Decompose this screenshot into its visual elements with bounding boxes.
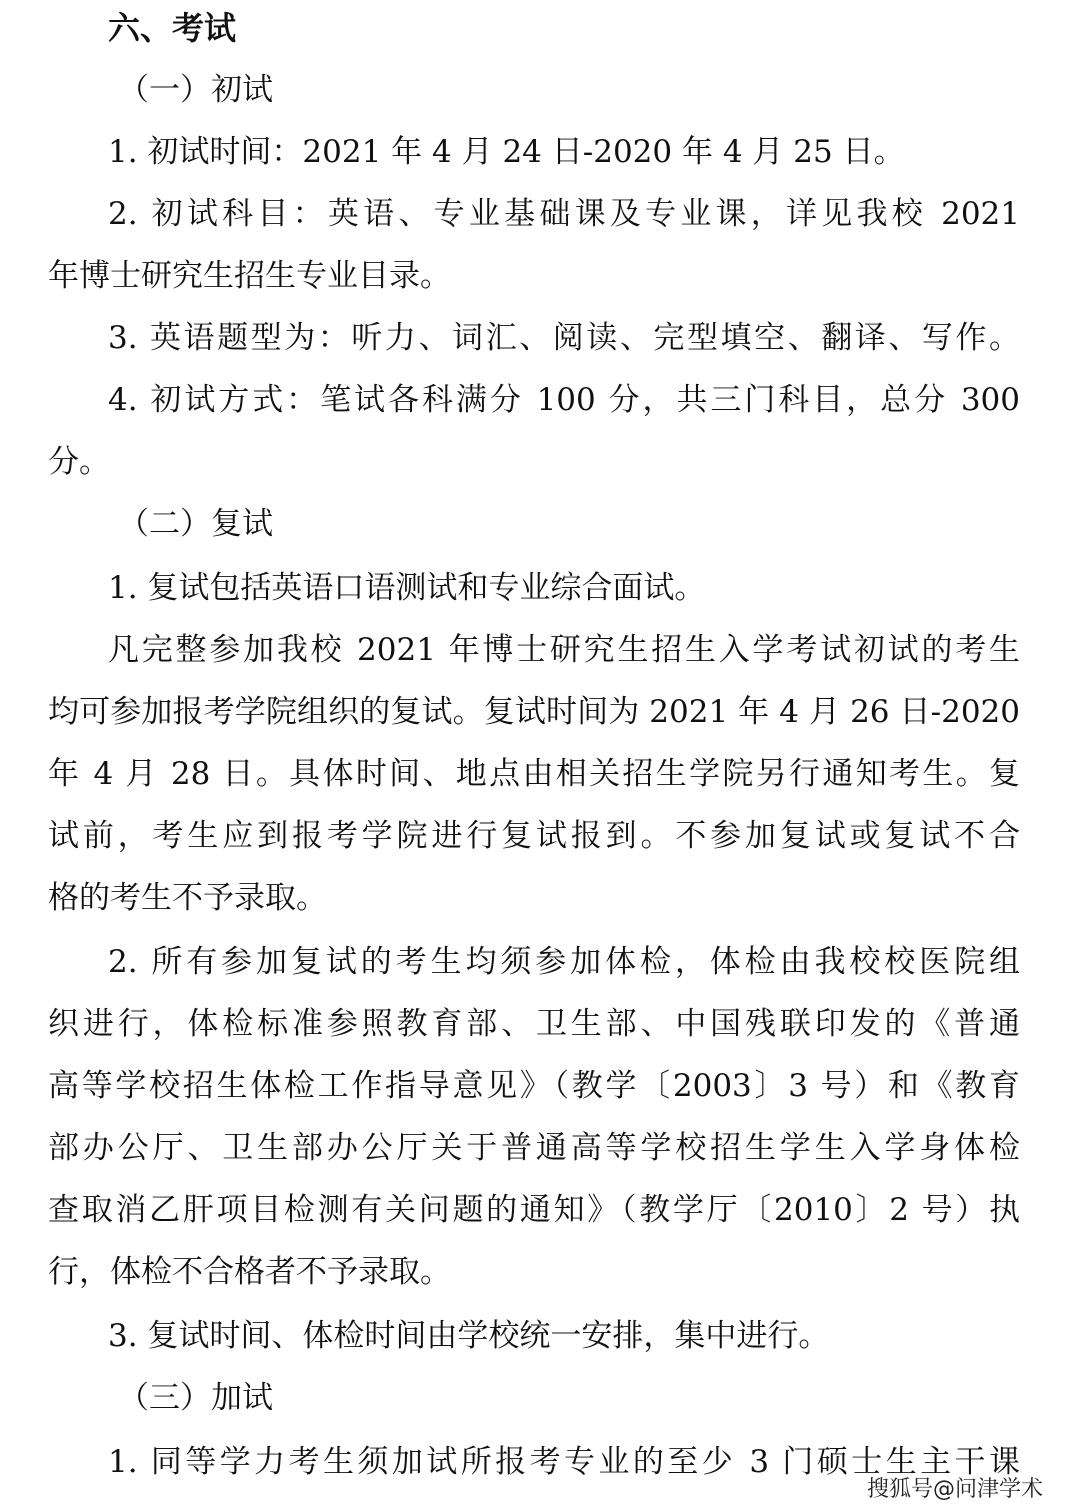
paragraph-line: 行，体检不合格者不予录取。 — [48, 1254, 451, 1290]
watermark: 搜狐号@问津学术 — [866, 1477, 1043, 1502]
paragraph-line: 1. 复试包括英语口语测试和专业综合面试。 — [108, 570, 706, 606]
paragraph-line: 凡完整参加我校 2021 年博士研究生招生入学考试初试的考生 — [108, 632, 1020, 668]
paragraph-line: 年 4 月 28 日。具体时间、地点由相关招生学院另行通知考生。复 — [48, 756, 1020, 792]
paragraph-line: 查取消乙肝项目检测有关问题的通知》（教学厅〔2010〕2 号）执 — [48, 1192, 1020, 1228]
paragraph-line: 2. 初试科目：英语、专业基础课及专业课，详见我校 2021 — [108, 196, 1020, 232]
paragraph-line: 高等学校招生体检工作指导意见》（教学〔2003〕3 号）和《教育 — [48, 1068, 1020, 1104]
paragraph-line: 2. 所有参加复试的考生均须参加体检，体检由我校校医院组 — [108, 944, 1020, 980]
subsection-heading: （二）复试 — [118, 506, 273, 542]
paragraph-line: 1. 同等学力考生须加试所报考专业的至少 3 门硕士生主干课 — [108, 1444, 1020, 1480]
paragraph-line: 3. 英语题型为：听力、词汇、阅读、完型填空、翻译、写作。 — [108, 320, 1020, 356]
paragraph-line: 分。 — [48, 444, 110, 480]
paragraph-line: 织进行，体检标准参照教育部、卫生部、中国残联印发的《普通 — [48, 1006, 1020, 1042]
paragraph-line: 4. 初试方式：笔试各科满分 100 分，共三门科目，总分 300 — [108, 382, 1020, 418]
paragraph-line: 均可参加报考学院组织的复试。复试时间为 2021 年 4 月 26 日-2020 — [48, 694, 1020, 730]
paragraph-line: 部办公厅、卫生部办公厅关于普通高等学校招生学生入学身体检 — [48, 1130, 1020, 1166]
paragraph-line: 年博士研究生招生专业目录。 — [48, 258, 451, 294]
paragraph-line: 试前，考生应到报考学院进行复试报到。不参加复试或复试不合 — [48, 818, 1020, 854]
paragraph-line: 1. 初试时间：2021 年 4 月 24 日-2020 年 4 月 25 日。 — [108, 134, 905, 170]
paragraph-line: 格的考生不予录取。 — [48, 880, 327, 916]
paragraph-line: 3. 复试时间、体检时间由学校统一安排，集中进行。 — [108, 1318, 830, 1354]
subsection-heading: （三）加试 — [118, 1380, 273, 1416]
section-heading: 六、考试 — [108, 9, 237, 47]
subsection-heading: （一）初试 — [118, 72, 273, 108]
